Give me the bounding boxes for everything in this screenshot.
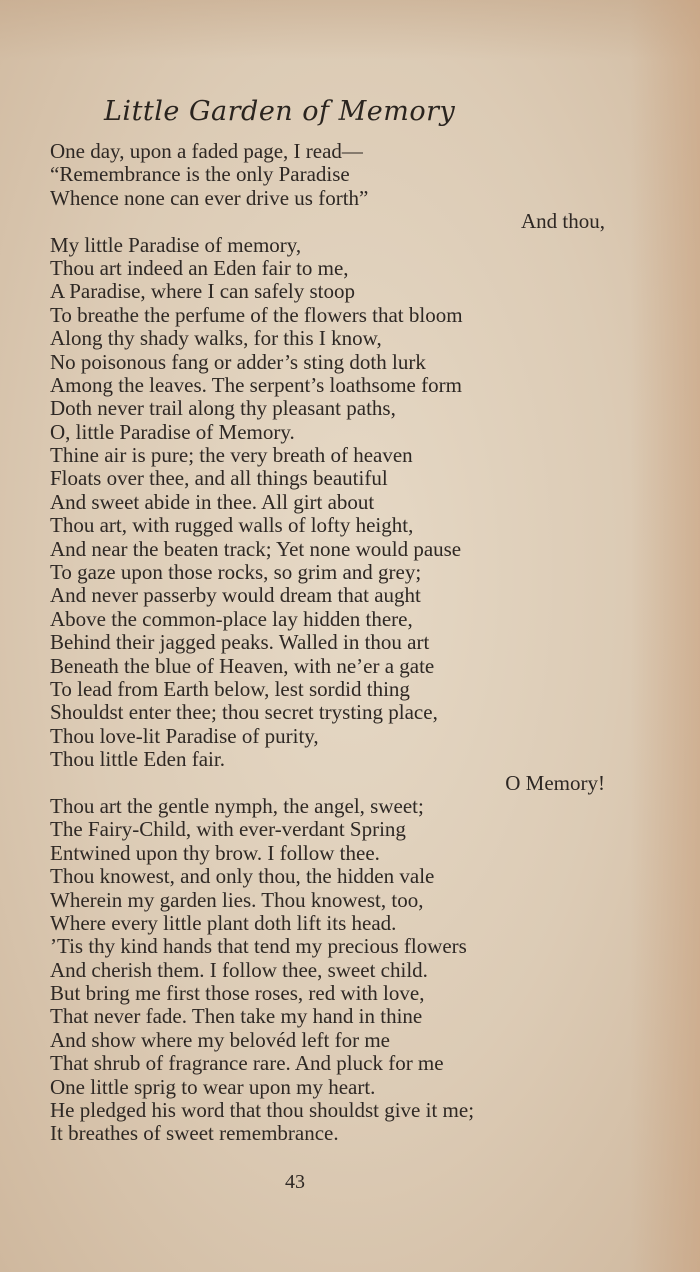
page-shadow-top [0,0,700,60]
poem-line: Thou knowest, and only thou, the hidden vale [50,864,435,889]
page-number: 43 [285,1171,305,1193]
poem-line: And thou, [521,209,605,234]
poem-line: O, little Paradise of Memory. [50,419,295,444]
poem-line: Whence none can ever drive us forth” [50,185,369,210]
poem-line: But bring me first those roses, red with love, [50,981,425,1006]
page-edge-right [630,0,700,1272]
poem-line: My little Paradise of memory, [50,232,302,257]
poem-line: Beneath the blue of Heaven, with ne’er a gate [50,653,435,678]
poem-line: “Remembrance is the only Paradise [50,162,350,187]
poem-line: O Memory! [505,770,605,795]
poem-line: Thou art, with rugged walls of lofty height, [50,513,414,538]
poem-line: Thou art indeed an Eden fair to me, [50,255,349,280]
poem-line: A Paradise, where I can safely stoop [50,279,355,304]
page-title: Little Garden of Memory [104,96,456,127]
poem-line: The Fairy-Child, with ever-verdant Spring [50,817,406,842]
poem-line: That shrub of fragrance rare. And pluck for me [50,1051,444,1076]
poem-line: Thou little Eden fair. [50,747,225,772]
poem-line: To breathe the perfume of the flowers that bloom [50,302,463,327]
poem-line: To gaze upon those rocks, so grim and grey; [50,560,422,585]
poem-line: Floats over thee, and all things beautiful [50,466,388,491]
poem-line: Behind their jagged peaks. Walled in thou art [50,630,430,655]
poem-line: One little sprig to wear upon my heart. [50,1074,376,1099]
poem-line: Along thy shady walks, for this I know, [50,326,382,351]
poem-line: Where every little plant doth lift its head. [50,910,397,935]
poem-line: Thine air is pure; the very breath of heaven [50,443,413,468]
poem-body [50,140,605,1146]
poem-line: That never fade. Then take my hand in thine [50,1004,423,1029]
poem-line: And show where my belovéd left for me [50,1027,390,1052]
poem-line: Entwined upon thy brow. I follow thee. [50,840,380,865]
poem-line: And sweet abide in thee. All girt about [50,489,375,514]
poem-line: Doth never trail along thy pleasant paths, [50,396,396,421]
poem-line: Thou art the gentle nymph, the angel, sweet; [50,793,424,818]
poem-line: And never passerby would dream that aught [50,583,421,608]
poem-line: And cherish them. I follow thee, sweet child. [50,957,428,982]
poem-line: Wherein my garden lies. Thou knowest, too, [50,887,424,912]
poem-line: Above the common-place lay hidden there, [50,606,413,631]
poem-line: ’Tis thy kind hands that tend my precious flowers [50,934,467,959]
poem-line: And near the beaten track; Yet none would pause [50,536,462,561]
poem-line: To lead from Earth below, lest sordid thing [50,676,410,701]
poem-line: Shouldst enter thee; thou secret trysting place, [50,700,438,725]
poem-line: No poisonous fang or adder’s sting doth lurk [50,349,426,374]
poem-line: Thou love-lit Paradise of purity, [50,723,319,748]
poem-line: It breathes of sweet remembrance. [50,1121,339,1146]
poem-line: He pledged his word that thou shouldst give it me; [50,1098,475,1123]
poem-line: Among the leaves. The serpent’s loathsome form [50,372,462,397]
poem-line: One day, upon a faded page, I read— [50,139,363,163]
